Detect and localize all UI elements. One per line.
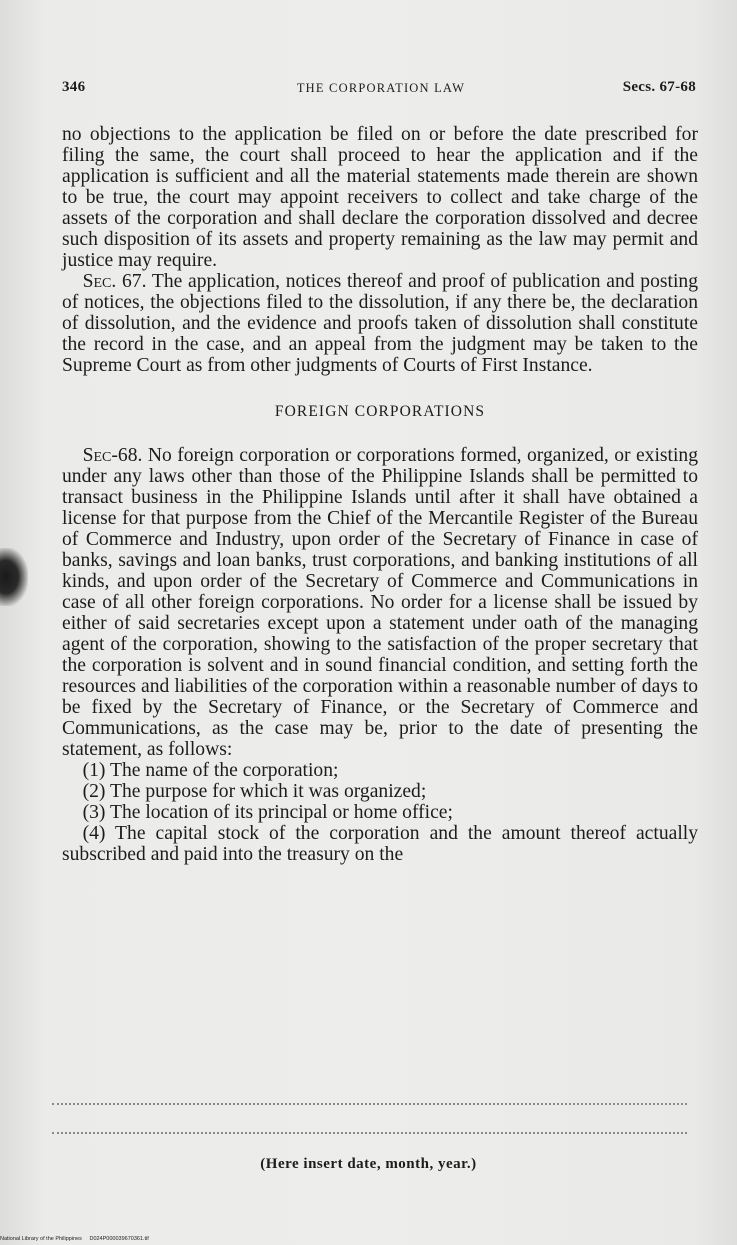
ink-blot-mark [0,548,28,606]
paragraph-text: no objections to the application be filed on or before the date prescribed for filing the same, the court shall proceed to hear the application and if the application is sufficient and all the material statements made therein are shown to be true, the court may appoint receivers to collect and take charge of the assets of the corporation and shall declare the corporation dissolved and decree such disposition of its assets and property remaining as the law may permit and justice may require. [62,124,698,271]
section-text: -68. No foreign corporation or corporations formed, organized, or existing under any laws other than those of the Philippine Islands shall be permitted to transact business in the Philippine Islands until after it shall have obtained a license for that purpose from the Chief of the Mercantile Register of the Bureau of Commerce and Industry, upon order of the Secretary of Finance in case of banks, savings and loan banks, trust corporations, and banking institutions of all kinds, and upon order of the Secretary of Commerce and Communications in case of all other foreign corporations. No order for a license shall be issued by either of said secretaries except upon a statement under oath of the managing agent of the corporation, showing to the satisfaction of the proper secretary that the corporation is solvent and in sound financial condition, and setting forth the resources and liabilities of the corporation within a reasonable number of days to be fixed by the Secretary of Finance, or the Secretary of Commerce and Communications, as the case may be, prior to the date of presenting the statement, as follows: [62,445,698,760]
section-68-paragraph [62,445,698,760]
section-range: Secs. 67-68 [622,79,696,95]
section-heading: FOREIGN CORPORATIONS [274,403,486,420]
scan-imprint [0,1236,155,1242]
section-label: Sec. [82,271,117,292]
list-item: (3) The location of its principal or home office; [82,802,453,823]
dotted-fill-line [52,1132,687,1134]
page-body [62,124,698,865]
dotted-fill-line [52,1103,687,1105]
list-item: (1) The name of the corporation; [82,760,339,781]
section-label: Sec [82,445,112,466]
paragraph-continuation [62,124,698,271]
running-title: THE CORPORATION LAW [296,81,466,95]
scan-code: D024P000039670361.tif [89,1236,149,1242]
requirements-list [62,760,698,865]
list-item: (2) The purpose for which it was organized; [82,781,427,802]
insert-date-note: (Here insert date, month, year.) [260,1156,477,1172]
running-header [62,79,700,101]
section-text: 67. The application, notices thereof and proof of publication and posting of notices, the objections filed to the dissolution, if any there be, the declaration of dissolution, and the evidence and proofs taken of dissolution shall constitute the record in the case, and an appeal from the judgment may be taken to the Supreme Court as from other judgments of Courts of First Instance. [62,271,698,376]
list-item: (4) The capital stock of the corporation and the amount thereof actually subscribed and paid into the treasury on the [62,823,698,865]
section-67-paragraph [62,271,698,376]
page-number: 346 [62,79,86,95]
library-name: National Library of the Philippines [0,1236,82,1242]
